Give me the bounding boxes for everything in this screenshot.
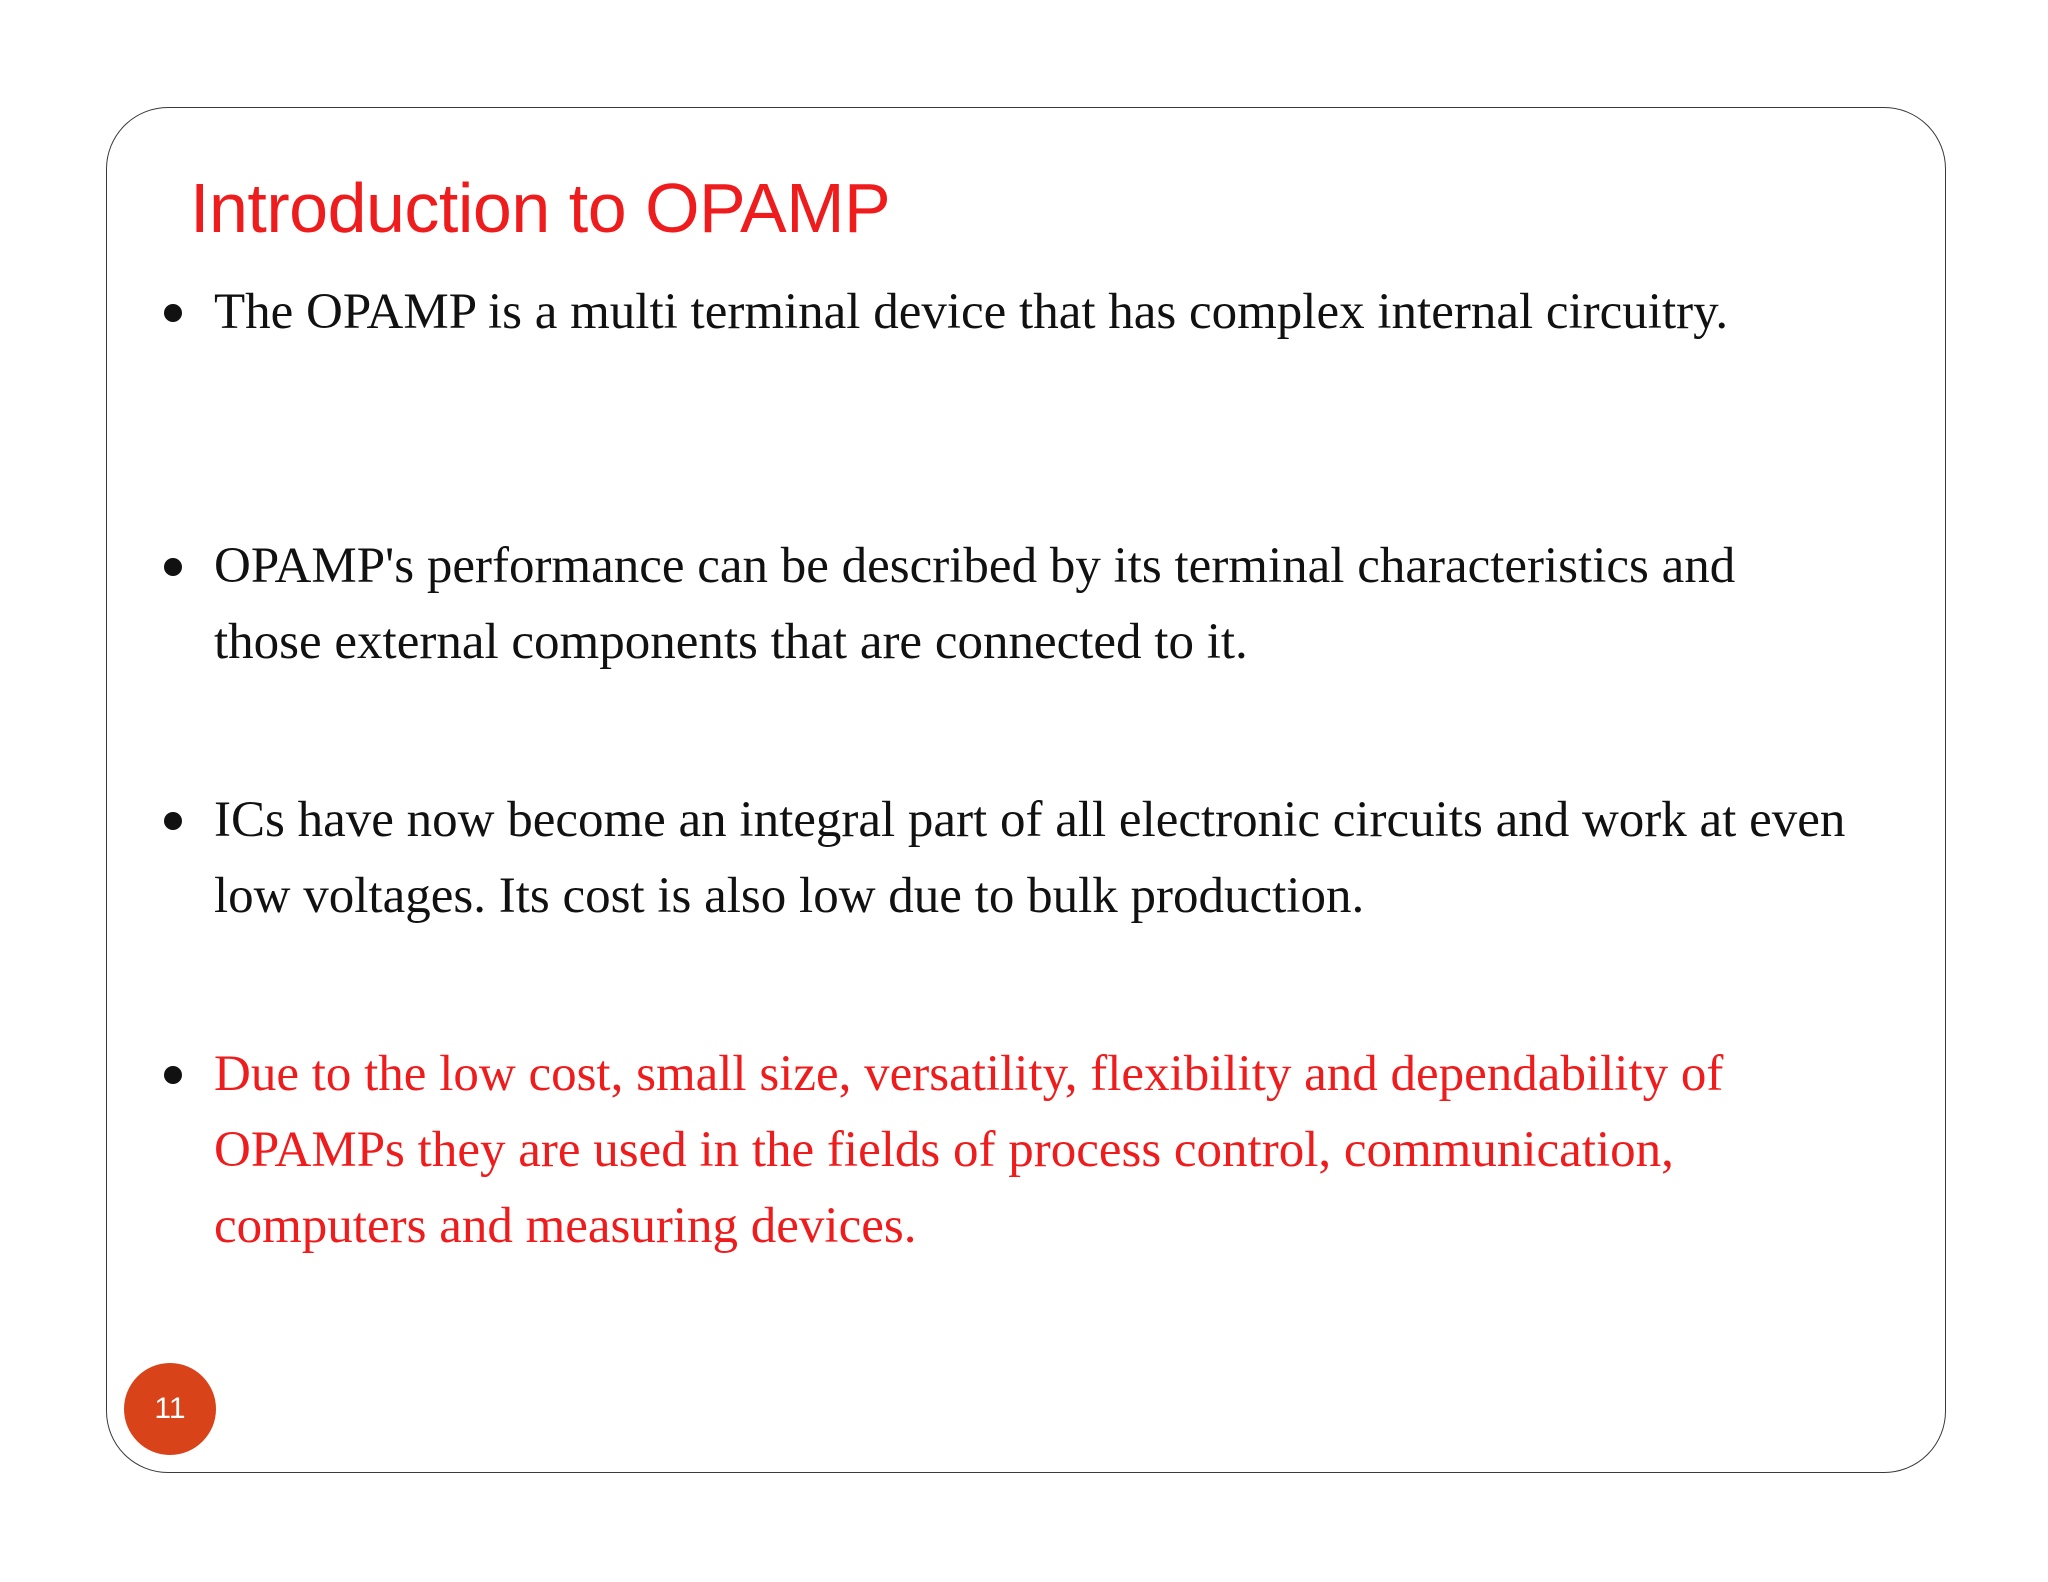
bullet-text: ICs have now become an integral part of all electronic circuits and work at even low voltages. Its cost is also low due to bulk production. xyxy=(214,792,1846,924)
bullet-item xyxy=(214,528,1854,680)
bullet-item-highlighted xyxy=(214,1036,1854,1264)
bullet-text: OPAMP's performance can be described by its terminal characteristics and those external components that are connected to it. xyxy=(214,538,1736,670)
bullet-dot-icon xyxy=(164,558,182,576)
bullet-text: Due to the low cost, small size, versatility, flexibility and dependability of OPAMPs they are used in the fields of process control, communication, computers and measuring devices. xyxy=(214,1046,1724,1254)
bullet-dot-icon xyxy=(164,812,182,830)
bullet-item xyxy=(214,782,1854,934)
page-number-badge: 11 xyxy=(124,1363,216,1455)
bullet-text: The OPAMP is a multi terminal device that has complex internal circuitry. xyxy=(214,284,1729,340)
bullet-item xyxy=(214,274,1854,350)
bullet-dot-icon xyxy=(164,304,182,322)
slide-title: Introduction to OPAMP xyxy=(190,169,891,247)
bullet-dot-icon xyxy=(164,1066,182,1084)
